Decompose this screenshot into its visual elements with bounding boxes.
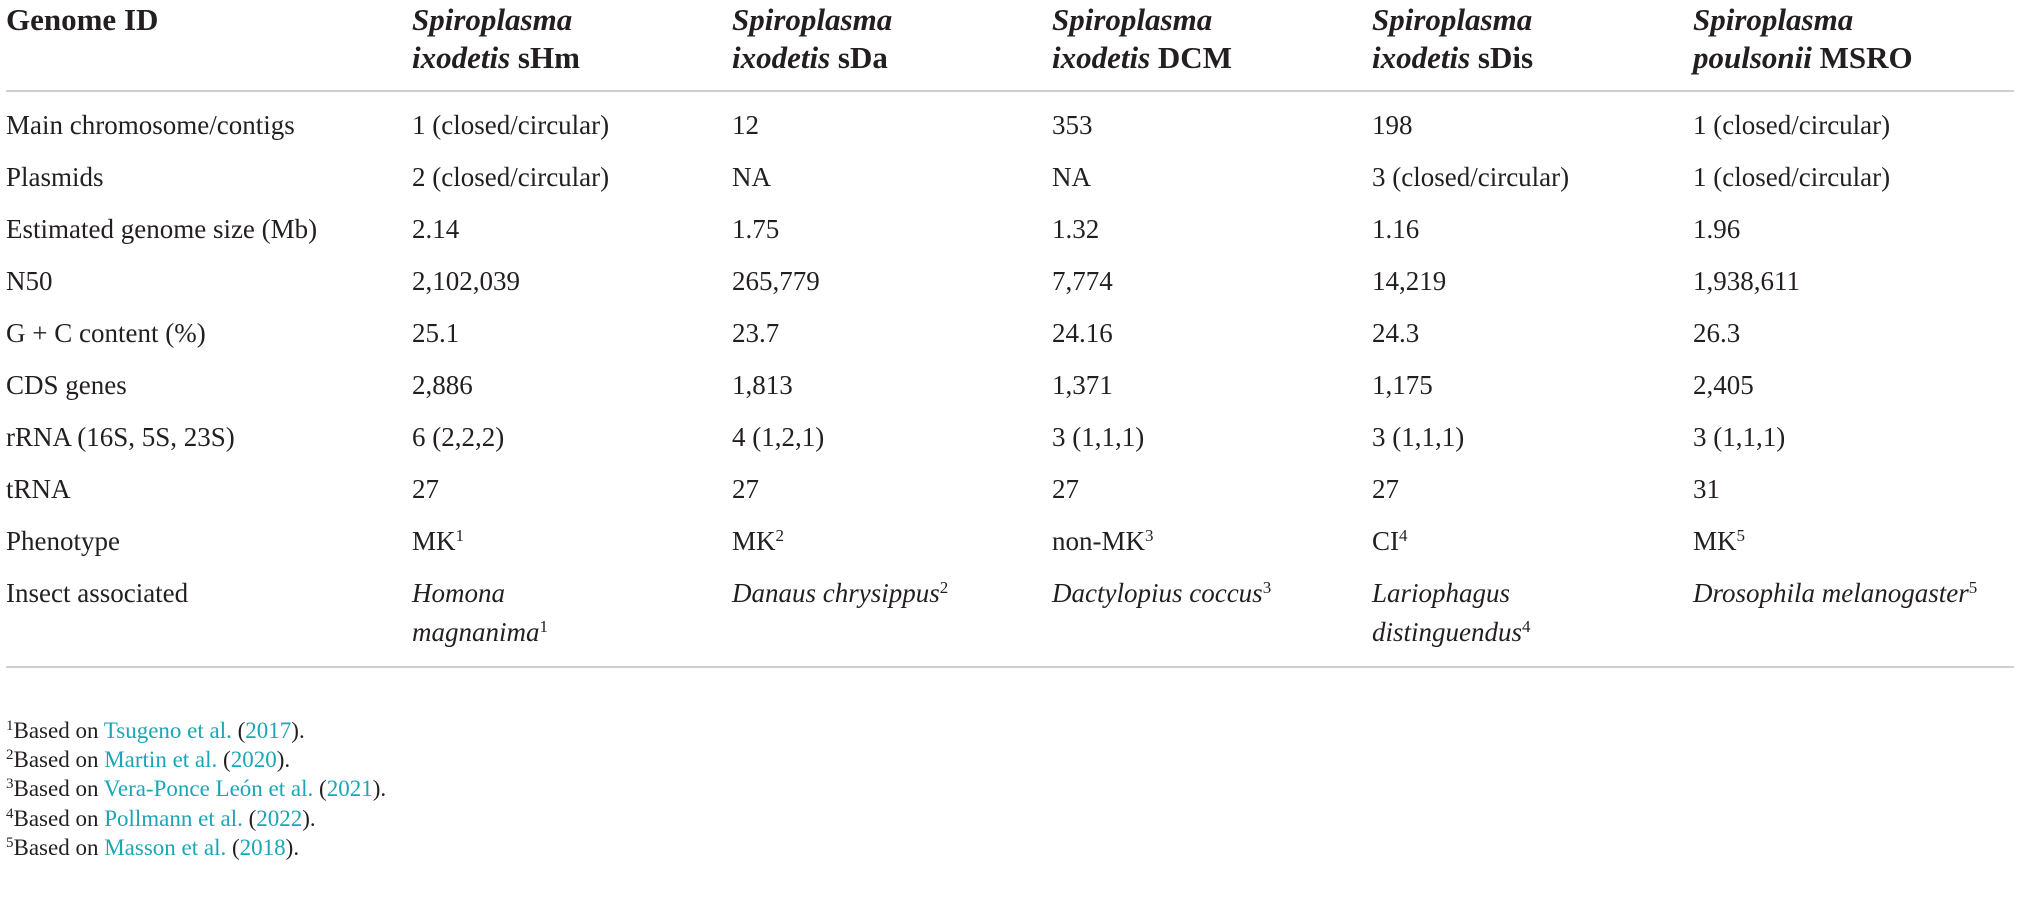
table-cell: 31 [1693, 474, 1720, 504]
table-cell: 25.1 [412, 318, 460, 348]
header-MSRO: Spiroplasma poulsonii MSRO [1693, 0, 2014, 91]
citation-link[interactable]: Tsugeno et al. [103, 718, 232, 743]
table-cell: $MK^1$ [412, 526, 465, 556]
table-cell: 3 (1,1,1) [1052, 422, 1145, 452]
citation-year-link[interactable]: 2020 [230, 747, 277, 773]
table-row [6, 353, 2014, 405]
table-cell: 2,405 [1693, 370, 1754, 400]
row-label: Main chromosome/contigs [6, 110, 295, 140]
table-cell: 2 (closed/circular) [412, 162, 610, 192]
footnote-ref: 4 [1522, 617, 1531, 636]
table-cell: Drosophila melanogaster$^5$ [1693, 561, 2014, 667]
table-cell: 2.14 [412, 214, 460, 244]
footnote: $^1$Based on Tsugeno et al. (2017). [6, 718, 305, 743]
footnote-ref: 5 [1736, 526, 1746, 545]
row-label: Insect associated [6, 561, 412, 667]
row-label: G + C content (%) [6, 318, 206, 348]
table-cell: 23.7 [732, 318, 780, 348]
footnotes [6, 716, 386, 862]
header-DCM: Spiroplasma ixodetis DCM [1052, 0, 1372, 91]
table-row [6, 301, 2014, 353]
table-cell: $MK^2$ [732, 526, 785, 556]
table-cell: 265,779 [732, 266, 820, 296]
table-cell: 3 (1,1,1) [1693, 422, 1786, 452]
table-cell: non-$MK^3$ [1052, 526, 1154, 556]
row-label: Estimated genome size (Mb) [6, 214, 318, 244]
table-cell: 27 [1052, 474, 1079, 504]
row-label: tRNA [6, 474, 71, 504]
row-label: N50 [6, 266, 53, 296]
genome-comparison-table [6, 0, 2014, 668]
row-label: Plasmids [6, 162, 104, 192]
table-cell: 1.16 [1372, 214, 1420, 244]
citation-year-link[interactable]: 2021 [326, 776, 373, 802]
table-cell: 1 (closed/circular) [1693, 110, 1891, 140]
table-cell: 6 (2,2,2) [412, 422, 505, 452]
table-cell: $MK^5$ [1693, 526, 1746, 556]
table-cell: NA [732, 162, 771, 192]
table-cell: 14,219 [1372, 266, 1447, 296]
table-row [6, 405, 2014, 457]
table-cell: NA [1052, 162, 1091, 192]
table-row [6, 457, 2014, 509]
footnote-ref: 4 [1399, 526, 1408, 545]
table-cell: 1.75 [732, 214, 780, 244]
table-cell: 1,938,611 [1693, 266, 1800, 296]
header-genome-id: Genome ID [6, 0, 412, 91]
table-row [6, 145, 2014, 197]
table-cell: 2,886 [412, 370, 473, 400]
citation-link[interactable]: Masson et al. [104, 834, 227, 860]
footnote: $^2$Based on Martin et al. (2020). [6, 747, 291, 773]
table-row [6, 561, 2014, 667]
table-cell: 1 (closed/circular) [1693, 162, 1891, 192]
table-row [6, 197, 2014, 249]
header-row [6, 0, 2014, 91]
table-cell: 1,813 [732, 370, 793, 400]
table-cell: Danaus chrysippus$^2$ [732, 561, 1052, 667]
table-cell: 27 [732, 474, 759, 504]
footnote-ref: 5 [1968, 578, 1978, 597]
row-label: CDS genes [6, 370, 127, 400]
row-label: rRNA (16S, 5S, 23S) [6, 422, 235, 452]
table-cell: 27 [1372, 474, 1399, 504]
table-cell: 26.3 [1693, 318, 1741, 348]
footnote: $^4$Based on Pollmann et al. (2022). [6, 805, 316, 831]
table-cell: 353 [1052, 110, 1093, 140]
table-cell: 2,102,039 [412, 266, 520, 296]
citation-year-link[interactable]: 2017 [245, 718, 292, 743]
header-sDis: Spiroplasma ixodetis sDis [1372, 0, 1693, 91]
citation-link[interactable]: Pollmann et al. [104, 805, 243, 831]
table-cell: 1.32 [1052, 214, 1100, 244]
table-cell: $CI^4$ [1372, 526, 1408, 556]
citation-link[interactable]: Vera-Ponce León et al. [103, 776, 314, 802]
table-row [6, 91, 2014, 145]
table-cell: 7,774 [1052, 266, 1113, 296]
table-cell: Lariophagus distinguendus$^4$ [1372, 561, 1693, 667]
table-row [6, 509, 2014, 561]
footnote-ref: 3 [1262, 578, 1272, 597]
citation-year-link[interactable]: 2018 [239, 834, 286, 860]
row-label: Phenotype [6, 526, 120, 556]
footnote-ref: 2 [775, 526, 785, 545]
table-cell: 3 (closed/circular) [1372, 162, 1570, 192]
footnote: $^5$Based on Masson et al. (2018). [6, 834, 300, 860]
footnote-ref: 3 [1145, 526, 1154, 545]
table-row [6, 249, 2014, 301]
table-cell: 24.3 [1372, 318, 1420, 348]
table-cell: 198 [1372, 110, 1413, 140]
table-cell: 4 (1,2,1) [732, 422, 825, 452]
footnote-ref: 1 [539, 617, 548, 636]
table-cell: Homona magnanima$^1$ [412, 561, 732, 667]
table-cell: 27 [412, 474, 439, 504]
header-sHm: Spiroplasma ixodetis sHm [412, 0, 732, 91]
table-cell: 1,371 [1052, 370, 1113, 400]
header-sDa: Spiroplasma ixodetis sDa [732, 0, 1052, 91]
table-cell: 24.16 [1052, 318, 1113, 348]
table-cell: 1.96 [1693, 214, 1741, 244]
footnote: $^3$Based on Vera-Ponce León et al. (2021). [6, 776, 387, 802]
footnote-ref: 2 [939, 578, 949, 597]
table-cell: 1 (closed/circular) [412, 110, 610, 140]
table-cell: Dactylopius coccus$^3$ [1052, 561, 1372, 667]
citation-link[interactable]: Martin et al. [104, 747, 218, 773]
table-cell: 3 (1,1,1) [1372, 422, 1465, 452]
footnote-ref: 1 [455, 526, 465, 545]
table-cell: 1,175 [1372, 370, 1433, 400]
table-cell: 12 [732, 110, 759, 140]
citation-year-link[interactable]: 2022 [256, 805, 303, 831]
